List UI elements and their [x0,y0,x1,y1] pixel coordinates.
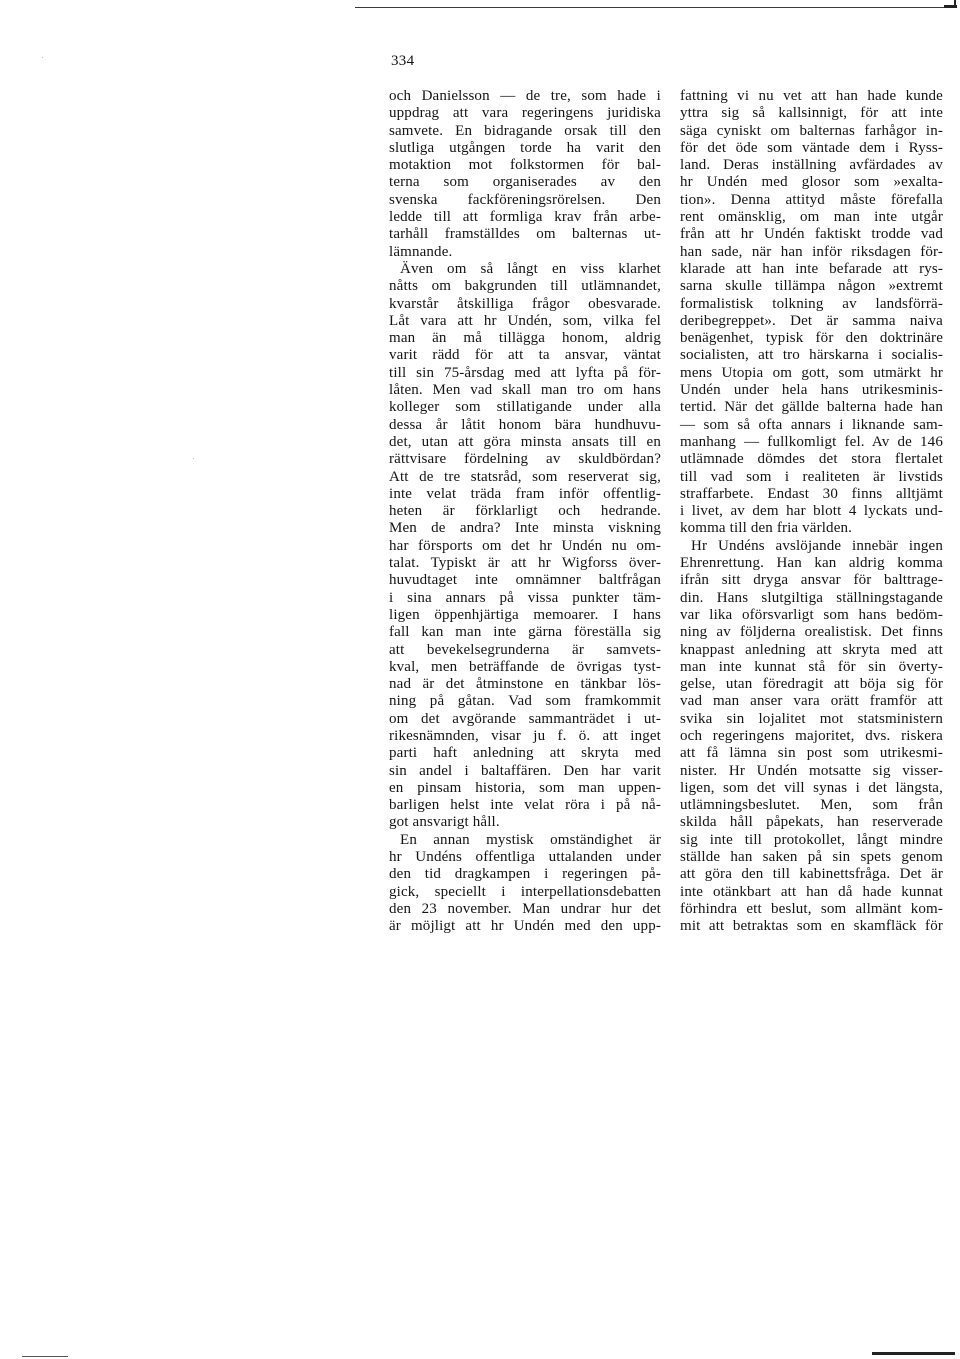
text-line: fattning vi nu vet att han hade kunde [680,88,943,104]
paragraph [389,832,661,936]
text-line: Att de tre statsråd, som reserverat sig, [389,468,661,485]
text-line: att göra den till kabinettsfråga. Det är [680,866,943,883]
text-line: rikesnämnden, visar ju f. ö. att inget [389,727,661,744]
text-line: gelse, utan föredragit att böja sig för [680,676,943,693]
text-line: för det öde som väntade dem i Ryss- [680,139,943,156]
text-line: ligen öppenhjärtiga memoarer. I hans [389,606,661,623]
text-line: manhang — fullkomligt fel. Av de 146 [680,433,943,450]
text-line: utlämningsbeslutet. Men, som från [680,797,943,814]
text-line: svenska fackföreningsrörelsen. Den [389,191,661,208]
text-line: har försports om det hr Undén nu om- [389,537,661,554]
text-line: tarhåll framställdes om balternas ut- [389,226,661,243]
text-line: barligen helst inte velat röra i på nå- [389,797,661,814]
text-line: svika sin lojalitet mot statsministern [680,710,943,727]
text-line: deribegreppet». Det är samma naiva [680,312,943,329]
text-line: knappast anledning att skryta med att [680,641,943,658]
text-line: lämnande. [389,243,453,260]
text-line: socialisten, att tro härskarna i socialis- [680,347,943,364]
text-line: är möjligt att hr Undén med den upp- [389,918,661,935]
text-line: gick, speciellt i interpellationsdebatten [389,883,661,900]
text-line: uppdrag att vara regeringens juridiska [389,105,661,122]
text-line: varit rädd för att ta ansvar, väntat [389,347,661,364]
text-line: om det avgörande sammanträdet i ut- [389,710,661,727]
text-line: ning av följderna orealistisk. Det finns [680,624,943,641]
text-line: Även om så långt en viss klarhet [400,260,661,277]
text-line: tertid. När det gällde balterna hade han [680,399,943,416]
text-line: dessa år låtit honom bära hundhuvu- [389,416,661,433]
paragraph [680,88,943,538]
text-line: ligen, som det vill synas i det längsta, [680,779,943,796]
text-line: din. Hans slutgiltiga ställningstagande [680,589,943,606]
paragraph [680,538,943,936]
text-line: slutliga utgången torde ha varit den [389,139,661,156]
right-text-column [680,88,943,936]
text-line: kolleger som stillatigande under alla [389,399,661,416]
text-line: hr Undéns offentliga uttalanden under [389,849,661,866]
text-line: ledde till att formliga krav från arbe- [389,209,661,226]
text-line: var lika oförsvarligt som hans bedöm- [680,606,943,623]
text-line: mens Utopia om gott, som utmärkt hr [680,364,943,381]
text-line: Undén under hela hans utrikesminis- [680,382,943,399]
text-line: huvudtaget inte omnämner baltfrågan [389,572,661,589]
text-line: en pinsam historia, som man uppen- [389,779,661,796]
text-line: sarna skulle tillämpa någon »extremt [680,278,943,295]
text-line: till vad som i realiteten är livstids [680,468,943,485]
text-line: den 23 november. Man undrar hur det [389,900,661,917]
text-line: talat. Typiskt är att hr Wigforss över- [389,555,661,572]
text-line: got ansvarigt håll. [389,814,500,831]
scan-speck [42,57,43,58]
text-line: yttra sig så kallsinnigt, för att inte [680,105,943,122]
bottom-right-mark [872,1352,955,1355]
text-line: fall kan man inte gärna föreställa sig [389,624,661,641]
text-line: formalistisk tolkning av landsförrä- [680,295,943,312]
text-line: nad är det åtminstone en tänkbar lös- [389,676,661,693]
text-line: kval, men beträffande de övrigas tyst- [389,658,661,675]
paragraph [389,88,661,261]
text-line: ning på gåtan. Vad som framkommit [389,693,661,710]
text-line: samvete. En bidragande orsak till den [389,122,661,139]
text-line: till sin 75-årsdag med att lyfta på för- [389,364,661,381]
text-line: rättvisare fördelning av skuldbördan? [389,451,661,468]
top-corner-tick [954,0,956,7]
text-line: man inte kunnat stå för sin överty- [680,658,943,675]
text-line: han sade, när han inför riksdagen för- [680,243,943,260]
text-line: sig inte till protokollet, långt mindre [680,831,943,848]
paragraph [389,261,661,832]
text-line: nister. Hr Undén motsatte sig visser- [680,762,943,779]
top-rule [355,7,947,8]
text-line: terna som organiserades av den [389,174,661,191]
text-line: från att hr Undén faktiskt trodde vad [680,226,943,243]
text-line: Ehrenrettung. Han kan aldrig komma [680,555,943,572]
text-line: skilda håll påpekats, han reserverade [680,814,943,831]
text-line: man än må tillägga honom, aldrig [389,330,661,347]
text-line: komma till den fria världen. [680,520,853,537]
text-line: och regeringens majoritet, dvs. riskera [680,727,943,744]
text-line: förhindra ett beslut, som allmänt kom- [680,900,943,917]
text-line: — som så ofta annars i liknande sam- [680,416,943,433]
text-line: rent omänsklig, om man inte utgår [680,209,943,226]
text-line: säga cyniskt om balternas farhågor in- [680,122,943,139]
left-text-column [389,88,661,936]
text-line: nåtts om bakgrunden till utlämnandet, [389,278,661,295]
text-line: Låt vara att hr Undén, som, vilka fel [389,312,661,329]
text-line: En annan mystisk omständighet är [400,831,661,848]
text-line: att få lämna sin post som utrikesmi- [680,745,943,762]
text-line: utlämnade dömdes det stora flertalet [680,451,943,468]
text-line: vad man anser vara orätt framför att [680,693,943,710]
text-line: inte otänkbart att han då hade kunnat [680,883,943,900]
page-number: 334 [391,53,415,69]
text-line: låten. Men vad skall man tro om hans [389,382,661,399]
text-line: kvarstår åtskilliga frågor obesvarade. [389,295,661,312]
text-line: ställde han saken på sin spets genom [680,849,943,866]
bottom-left-mark [22,1356,68,1357]
text-line: den tid dragkampen i regeringen på- [389,866,661,883]
text-line: sin andel i baltaffären. Den har varit [389,762,661,779]
text-line: klarade att han inte befarade att rys- [680,260,943,277]
text-line: tion». Denna attityd måste förefalla [680,191,943,208]
text-line: och Danielsson — de tre, som hade i [389,88,661,104]
text-line: det, utan att göra minsta ansats till en [389,433,661,450]
text-line: heten är förklarligt och hedrande. [389,503,661,520]
scan-speck [193,458,194,459]
text-line: Men de andra? Inte minsta viskning [389,520,661,537]
text-line: i livet, av dem har blott 4 lyckats und- [680,503,943,520]
text-line: straffarbete. Endast 30 finns alltjämt [680,485,943,502]
text-line: inte velat träda fram inför offentlig- [389,485,661,502]
text-line: land. Deras inställning avfärdades av [680,157,943,174]
text-line: att bevekelsegrunderna är samvets- [389,641,661,658]
text-line: benägenhet, typisk för den doktrinäre [680,330,943,347]
text-line: parti haft anledning att skryta med [389,745,661,762]
text-line: motaktion mot folkstormen för bal- [389,157,661,174]
text-line: mit att betraktas som en skamfläck för [680,918,943,935]
text-line: hr Undén med glosor som »exalta- [680,174,943,191]
text-line: i sina annars på vissa punkter täm- [389,589,661,606]
text-line: Hr Undéns avslöjande innebär ingen [691,537,943,554]
text-line: ifrån sitt dryga ansvar för balttrage- [680,572,943,589]
